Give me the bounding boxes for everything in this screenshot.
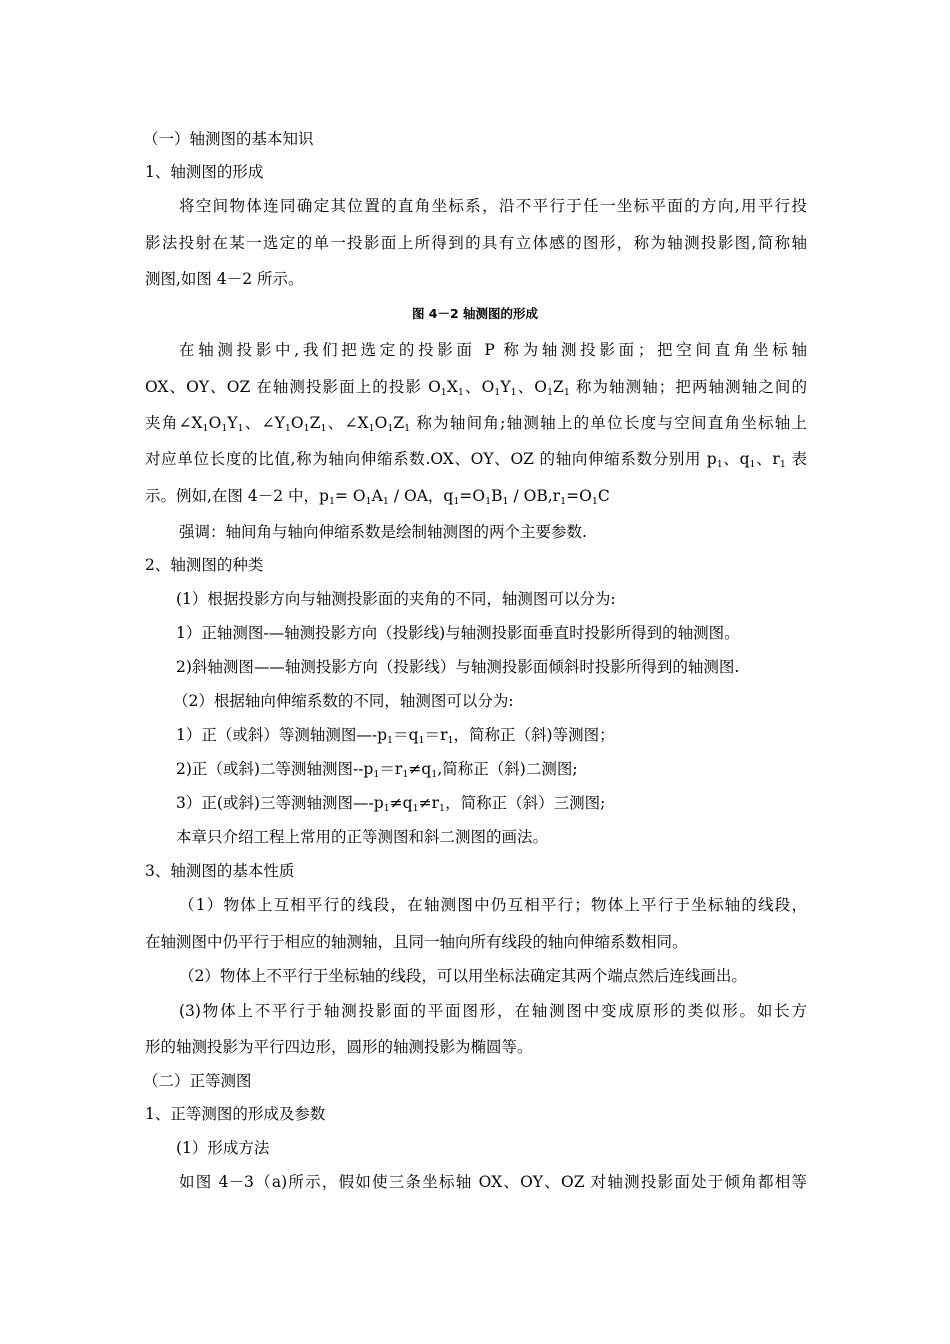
section-heading-isometric: （二）正等测图 — [143, 1072, 252, 1090]
paragraph-line: （2）物体上不平行于坐标轴的线段，可以用坐标法确定其两个端点然后连线画出。 — [179, 967, 747, 985]
emphasis-note: 强调：轴间角与轴向伸缩系数是绘制轴测图的两个主要参数. — [179, 523, 587, 541]
paragraph-line: 示。例如,在图 4－2 中，$p_1= O_1A_1$ / OA，$q_1=O_1B_1 / OB,r_1=O_1C$ — [145, 487, 610, 507]
subheading-formation: 1、轴测图的形成 — [145, 163, 264, 181]
paragraph-line: OX、OY、OZ 在轴测投影面上的投影 $O_1X_1$、$O_1Y_1$、$O_1Z_1$ 称为轴测轴；把两轴测轴之间的 — [145, 378, 807, 397]
subheading-properties: 3、轴测图的基本性质 — [145, 862, 295, 880]
paragraph-line: 在轴测图中仍平行于相应的轴测轴，且同一轴向所有线段的轴向伸缩系数相同。 — [145, 933, 688, 951]
classification-intro: (1）根据投影方向与轴测投影面的夹角的不同，轴测图可以分为: — [176, 590, 616, 608]
section-heading-basics: （一）轴测图的基本知识 — [143, 130, 314, 148]
classification-intro: （2）根据轴向伸缩系数的不同，轴测图可以分为: — [173, 692, 514, 710]
paragraph-line: （1）物体上互相平行的线段，在轴测图中仍互相平行；物体上平行于坐标轴的线段， — [179, 896, 807, 914]
paragraph-line: 在轴测投影中,我们把选定的投影面 P 称为轴测投影面；把空间直角坐标轴 — [179, 341, 807, 359]
paragraph-line: 将空间物体连同确定其位置的直角坐标系，沿不平行于任一坐标平面的方向,用平行投 — [179, 197, 807, 215]
classification-item: 3）正(或斜)三等测轴测图$—-p_1\ne q_1\ne r_1$，简称正（斜）三测图; — [176, 794, 606, 814]
chapter-note: 本章只介绍工程上常用的正等测图和斜二测图的画法。 — [176, 828, 549, 846]
method-heading: (1）形成方法 — [176, 1139, 270, 1157]
paragraph-line: 测图,如图 4－2 所示。 — [145, 270, 304, 288]
figure-caption: 图 4－2 轴测图的形成 — [411, 306, 539, 321]
paragraph-line: 夹角$\angle X_1O_1Y_1$、$\angle Y_1O_1Z_1$、$\angle X_1O_1Z_1$ 称为轴间角;轴测轴上的单位长度与空间直角坐标轴上 — [145, 414, 807, 433]
classification-item: 1）正轴测图-—轴测投影方向（投影线)与轴测投影面垂直时投影所得到的轴测图。 — [176, 624, 740, 642]
classification-item: 2)斜轴测图——轴测投影方向（投影线）与轴测投影面倾斜时投影所得到的轴测图. — [176, 658, 740, 676]
paragraph-line: 如图 4－3（a)所示，假如使三条坐标轴 OX、OY、OZ 对轴测投影面处于倾角都相等 — [179, 1173, 807, 1191]
paragraph-line: 形的轴测投影为平行四边形，圆形的轴测投影为椭圆等。 — [145, 1038, 533, 1056]
classification-item: 2)正（或斜)二等测轴测图$--p_1=r_1\ne q_1$,简称正（斜)二测图; — [176, 760, 578, 780]
paragraph-line: (3)物体上不平行于轴测投影面的平面图形，在轴测图中变成原形的类似形。如长方 — [179, 1002, 807, 1020]
subheading-types: 2、轴测图的种类 — [145, 556, 264, 574]
classification-item: 1）正（或斜）等测轴测图$—-p_1=q_1=r_1$，简称正（斜)等测图； — [176, 726, 615, 746]
paragraph-line: 影法投射在某一选定的单一投影面上所得到的具有立体感的图形，称为轴测投影图,简称轴 — [145, 234, 807, 252]
subheading-isometric-formation: 1、正等测图的形成及参数 — [145, 1105, 326, 1123]
paragraph-line: 对应单位长度的比值,称为轴向伸缩系数.OX、OY、OZ 的轴向伸缩系数分别用 $p_1$、$q_1$、$r_1$ 表 — [145, 450, 807, 469]
